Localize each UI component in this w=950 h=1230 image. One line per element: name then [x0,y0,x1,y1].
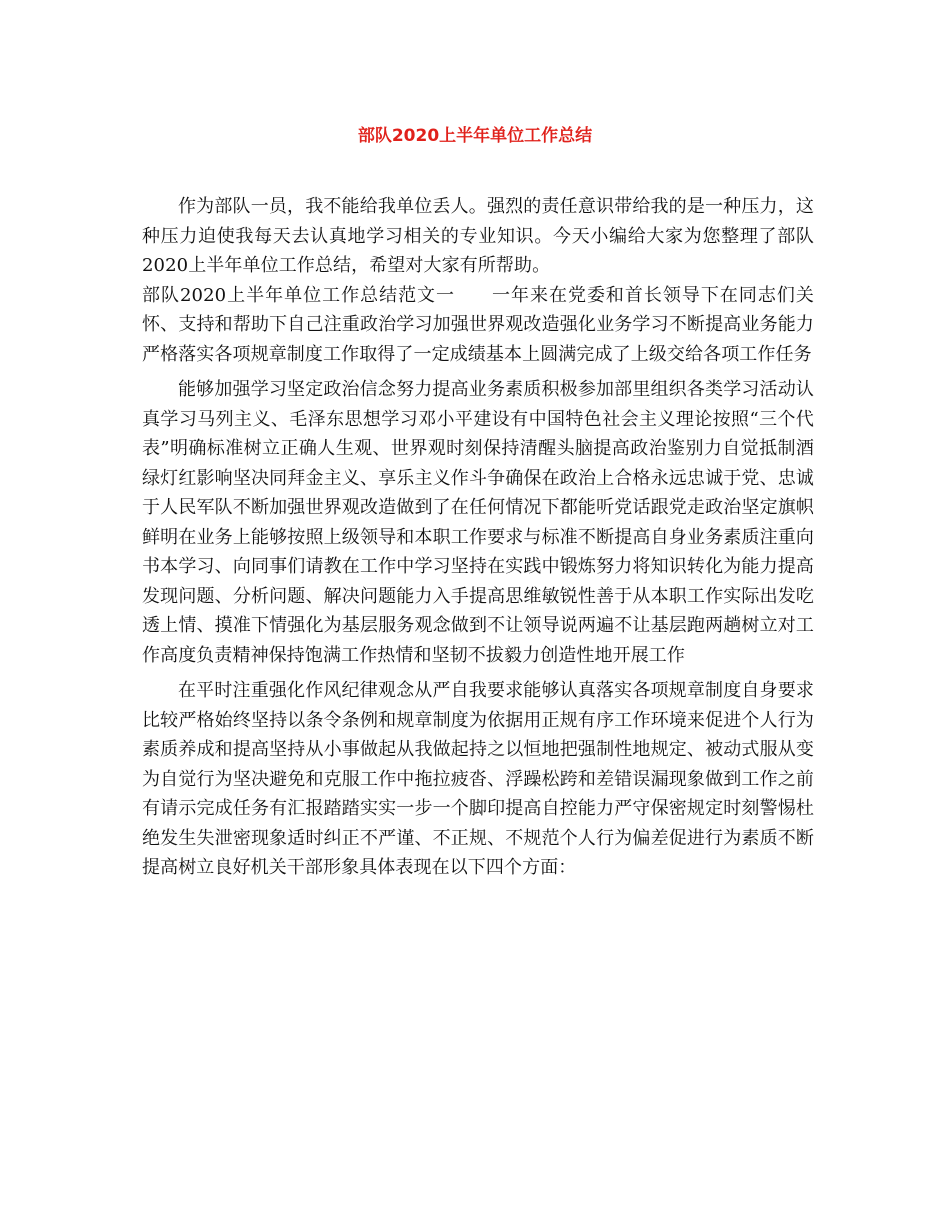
section-lead: 一年来在党委和首长领导下在同志们关怀、支持和帮助下自己注重政治学习加强世界观改造强化业务学习不断提高业务能力严格落实各项规章制度工作取得了一定成绩基本上圆满完成了上级交给各项工作任务 [142,284,815,365]
intro-paragraph: 作为部队一员，我不能给我单位丢人。强烈的责任意识带给我的是一种压力，这种压力迫使我每天去认真地学习相关的专业知识。今天小编给大家为您整理了部队2020上半年单位工作总结，希望对大家有所帮助。 [142,196,814,276]
section-heading: 部队2020上半年单位工作总结范文一 [142,284,456,306]
section-paragraph [142,281,814,370]
body-paragraph-3: 在平时注重强化作风纪律观念从严自我要求能够认真落实各项规章制度自身要求比较严格始终坚持以条令条例和规章制度为依据用正规有序工作环境来促进个人行为素质养成和提高坚持从小事做起从我做起持之以恒地把强制性地规定、被动式服从变为自觉行为坚决避免和克服工作中拖拉疲沓、浮躁松跨和差错误漏现象做到工作之前有请示完成任务有汇报踏踏实实一步一个脚印提高自控能力严守保密规定时刻警惕杜绝发生失泄密现象适时纠正不严谨、不正规、不规范个人行为偏差促进行为素质不断提高树立良好机关干部形象具体表现在以下四个方面： [142,680,814,878]
document-body [142,192,814,883]
body-paragraph-2: 能够加强学习坚定政治信念努力提高业务素质积极参加部里组织各类学习活动认真学习马列主义、毛泽东思想学习邓小平建设有中国特色社会主义理论按照“三个代表”明确标准树立正确人生观、世界观时刻保持清醒头脑提高政治鉴别力自觉抵制酒绿灯红影响坚决同拜金主义、享乐主义作斗争确保在政治上合格永远忠诚于党、忠诚于人民军队不断加强世界观改造做到了在任何情况下都能听党话跟党走政治坚定旗帜鲜明在业务上能够按照上级领导和本职工作要求与标准不断提高自身业务素质注重向书本学习、向同事们请教在工作中学习坚持在实践中锻炼努力将知识转化为能力提高发现问题、分析问题、解决问题能力入手提高思维敏锐性善于从本职工作实际出发吃透上情、摸准下情强化为基层服务观念做到不让领导说两遍不让基层跑两趟树立对工作高度负责精神保持饱满工作热情和坚韧不拔毅力创造性地开展工作 [142,379,814,666]
document-title: 部队2020上半年单位工作总结 [357,126,593,146]
